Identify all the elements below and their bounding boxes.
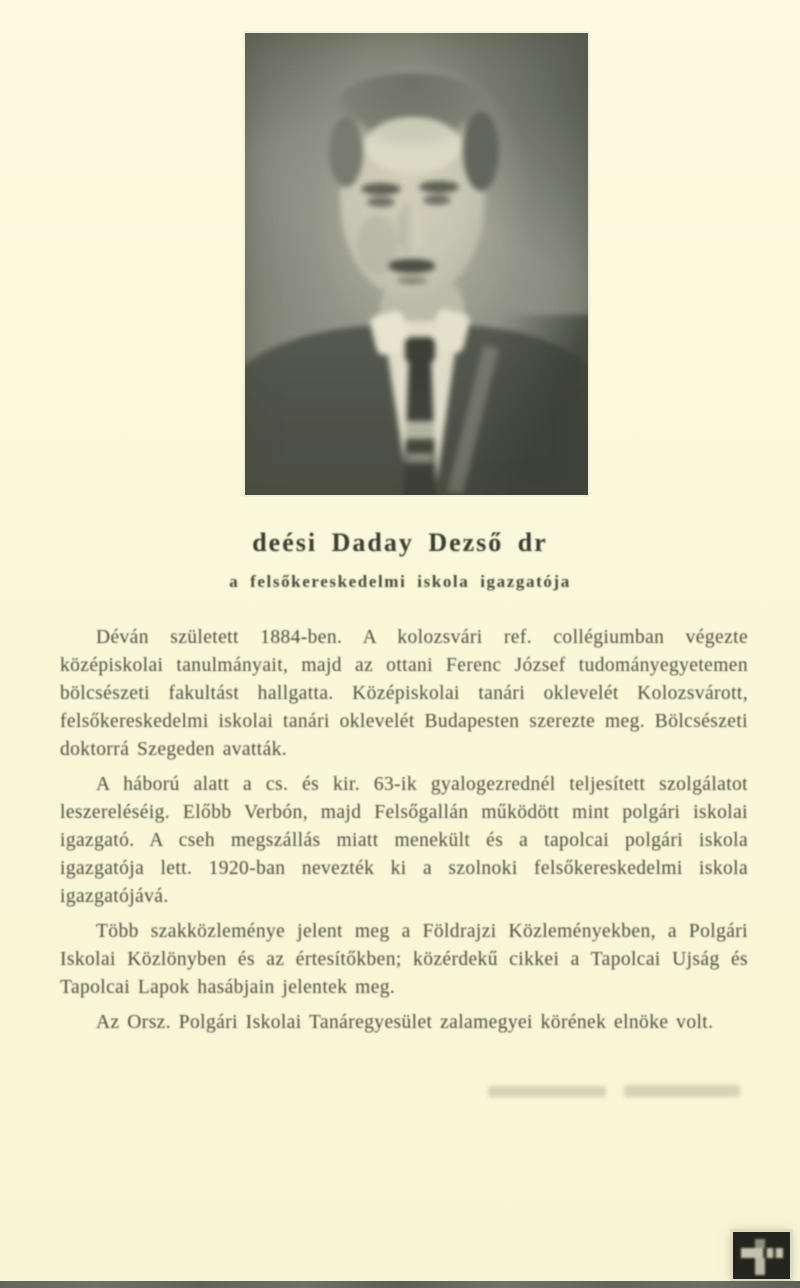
watermark-logo: [733, 1232, 790, 1279]
biography-paragraph: A háború alatt a cs. és kir. 63-ik gyalogezrednél teljesített szolgálatot leszereléséig. Előbb Verbón, majd Felsőgallán működött mint polgári iskolai igazgató. A cseh megszállás miatt menekült és a tapolcai polgári iskola igazgatója lett. 1920-ban nevezték ki a szolnoki felsőkereskedelmi iskola igazgatójává.: [60, 774, 748, 907]
biography-text: [60, 624, 748, 1044]
portrait-nose: [399, 203, 421, 255]
bottom-scan-strip: [0, 1281, 800, 1288]
portrait-right-eye: [423, 195, 451, 205]
biography-paragraph: Az Orsz. Polgári Iskolai Tanáregyesület zalamegyei körének elnöke volt.: [96, 1012, 714, 1033]
portrait-tie-highlight-lower: [407, 453, 433, 463]
portrait-photo-art: [245, 33, 588, 495]
portrait-forehead-highlight: [365, 117, 461, 173]
page-title: deési Daday Dezső dr: [252, 528, 548, 557]
portrait-hair-right: [463, 111, 499, 191]
watermark-notch: [773, 1248, 776, 1258]
bleed-through-mark: [488, 1086, 606, 1097]
watermark-top-nub: [755, 1239, 765, 1248]
title-block: [0, 528, 800, 592]
portrait-left-eyebrow: [361, 183, 401, 195]
watermark-vertical-bar: [755, 1258, 765, 1275]
portrait-right-eyebrow: [419, 181, 459, 193]
portrait-mustache: [389, 259, 435, 273]
bleed-through-mark: [624, 1085, 740, 1097]
watermark-horizontal-bar: [741, 1248, 783, 1258]
portrait-hair-left: [329, 117, 363, 187]
portrait-left-eye: [367, 197, 395, 207]
biography-paragraph: Déván született 1884-ben. A kolozsvári ref. collégiumban végezte középiskolai tanulmányait, majd az ottani Ferenc József tudományegyetemen bölcsészeti fakultást hallgatta. Középiskolai tanári oklevelét Kolozsvárott, felsőkereskedelmi iskolai tanári oklevelét Budapesten szerezte meg. Bölcsészeti doktorrá Szegeden avatták.: [60, 627, 748, 760]
biography-paragraph: Több szakközleménye jelent meg a Földrajzi Közleményekben, a Polgári Iskolai Közlönyben és az értesítőkben; közérdekű cikkei a Tapolcai Ujság és Tapolcai Lapok hasábjain jelentek meg.: [60, 921, 748, 998]
watermark-cross-icon: [733, 1232, 790, 1279]
portrait-photo: [245, 33, 588, 495]
portrait-tie-highlight: [405, 421, 435, 439]
watermark-notch: [763, 1248, 767, 1258]
page-subtitle: a felsőkereskedelmi iskola igazgatója: [229, 572, 571, 591]
portrait-mouth: [397, 277, 427, 284]
